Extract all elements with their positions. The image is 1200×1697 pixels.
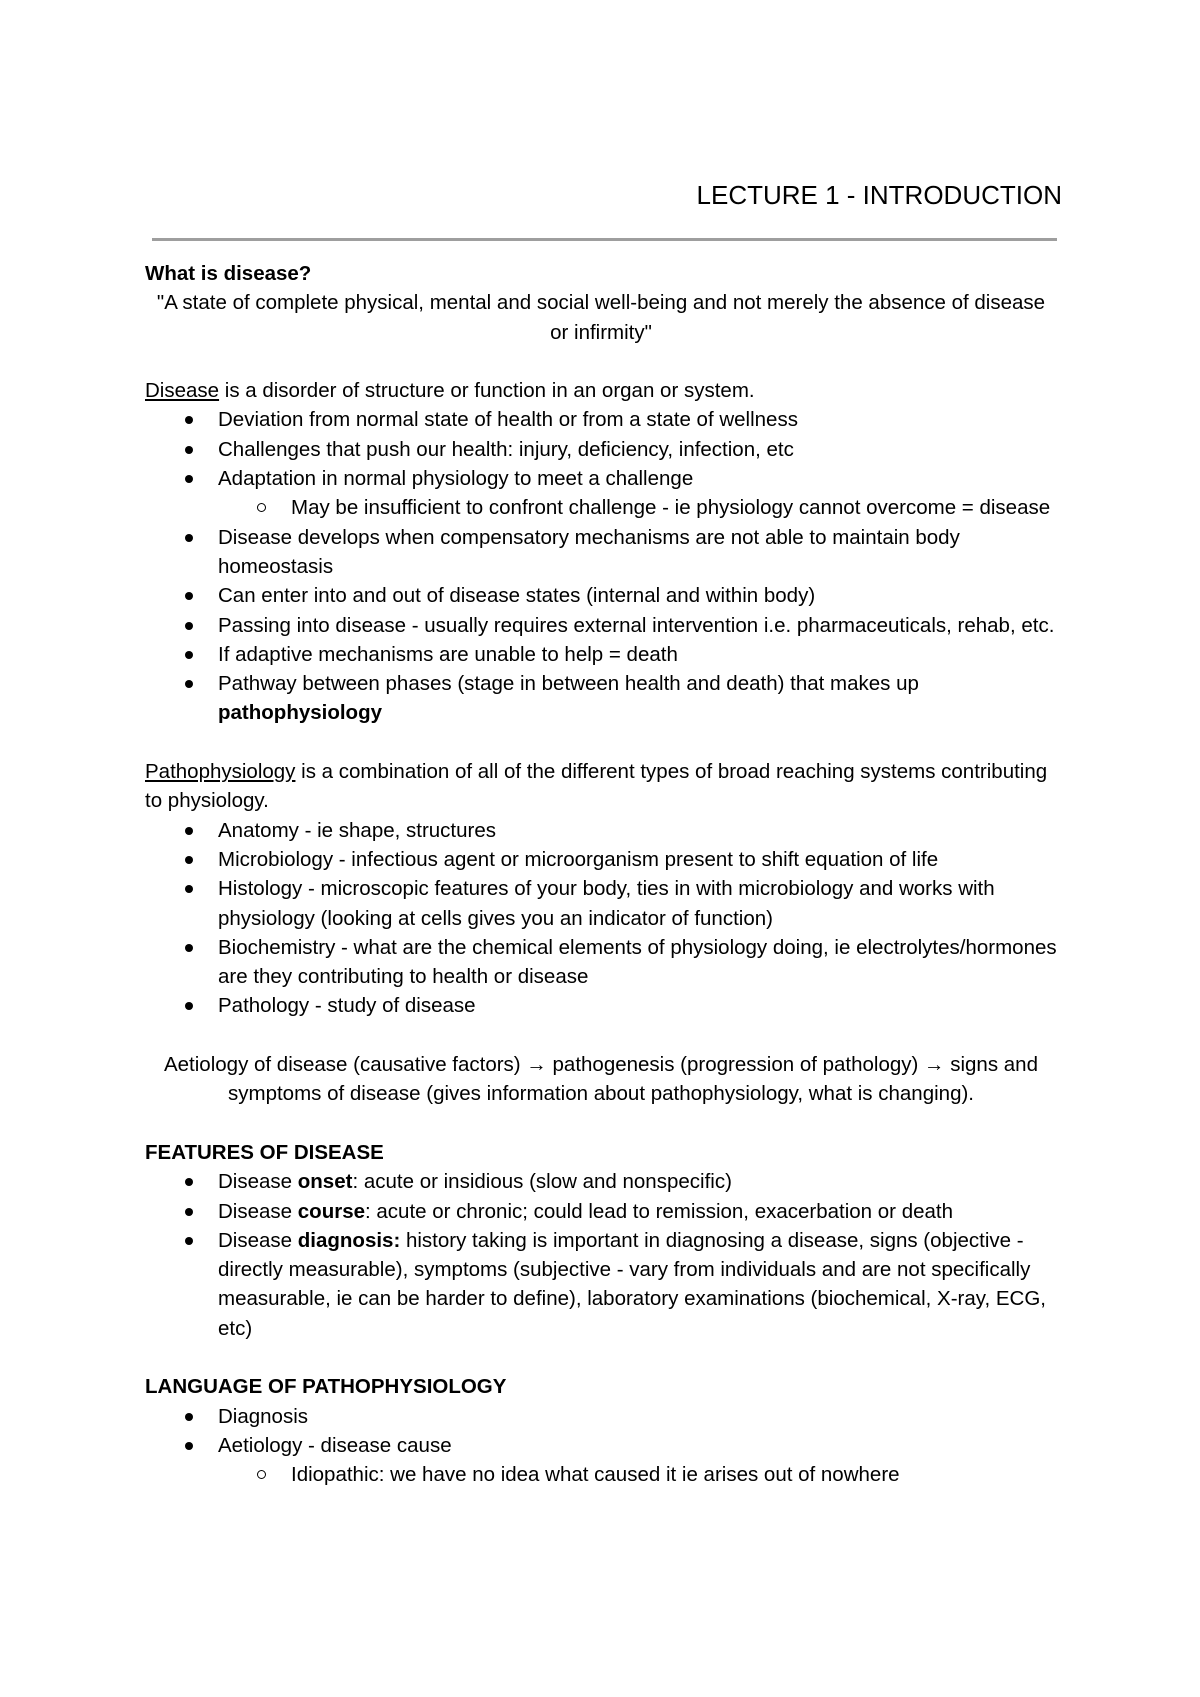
list-item: Diagnosis (145, 1402, 1057, 1431)
list-item (145, 1197, 1057, 1226)
list-item: If adaptive mechanisms are unable to help = death (145, 640, 1057, 669)
list-item (145, 1167, 1057, 1196)
who-definition-quote: "A state of complete physical, mental and social well-being and not merely the absence of disease or infirmity" (156, 291, 1046, 344)
sub-list-item: May be insufficient to confront challenge - ie physiology cannot overcome = disease (218, 493, 1057, 522)
diagnosis-bold: diagnosis: (297, 1228, 401, 1252)
features-heading: FEATURES OF DISEASE (145, 1140, 384, 1164)
list-item: Disease develops when compensatory mechanisms are not able to maintain body homeostasis (145, 523, 1057, 582)
what-is-disease-heading: What is disease? (145, 262, 312, 285)
list-item (145, 1226, 1057, 1343)
list-item-text: Aetiology - disease cause (218, 1433, 452, 1457)
document-body (145, 259, 1057, 1489)
title-divider (152, 238, 1057, 241)
list-item-text: Adaptation in normal physiology to meet a challenge (218, 467, 694, 491)
list-item-text: : acute or chronic; could lead to remission, exacerbation or death (365, 1199, 953, 1223)
list-item: Microbiology - infectious agent or microorganism present to shift equation of life (145, 845, 1057, 874)
pathophysiology-term: Pathophysiology (145, 760, 296, 784)
list-item: Challenges that push our health: injury, deficiency, infection, etc (145, 435, 1057, 464)
pathophysiology-definition-text: is a combination of all of the different types of broad reaching systems contributing to physiology. (145, 760, 1048, 813)
course-bold: course (297, 1199, 365, 1223)
list-item: Anatomy - ie shape, structures (145, 816, 1057, 845)
pathophysiology-definition (145, 757, 1057, 816)
list-item-text: history taking is important in diagnosing a disease, signs (objective - directly measurable), symptoms (subjective - vary from individuals and are not specifically measurable, ie can be harder to define), laboratory examinations (biochemical, X-ray, ECG, etc) (218, 1228, 1046, 1340)
list-item-text: Disease (218, 1170, 298, 1194)
aetiology-sentence: Aetiology of disease (causative factors) → pathogenesis (progression of pathology) → signs and symptoms of disease (gives information about pathophysiology, what is changing). (163, 1053, 1038, 1106)
sub-bullet-list (218, 493, 1057, 522)
list-item-text: Disease (218, 1199, 298, 1223)
list-item-text: Pathway between phases (stage in between health and death) that makes up (218, 672, 919, 696)
lecture-title: LECTURE 1 - INTRODUCTION (696, 180, 1062, 210)
sub-bullet-list (218, 1460, 1057, 1489)
list-item: Histology - microscopic features of your body, ties in with microbiology and works with physiology (looking at cells gives you an indicator of function) (145, 874, 1057, 933)
disease-term: Disease (145, 379, 220, 403)
pathophysiology-bullet-list (145, 816, 1057, 1021)
list-item (145, 669, 1057, 728)
list-item: Pathology - study of disease (145, 991, 1057, 1020)
onset-bold: onset (297, 1170, 353, 1194)
pathophysiology-bold: pathophysiology (218, 701, 382, 725)
list-item: Biochemistry - what are the chemical elements of physiology doing, ie electrolytes/hormones are they contributing to health or disease (145, 933, 1057, 992)
disease-definition (145, 376, 1057, 405)
sub-list-item: Idiopathic: we have no idea what caused it ie arises out of nowhere (218, 1460, 1057, 1489)
list-item (145, 1431, 1057, 1490)
list-item (145, 464, 1057, 523)
list-item-text: Disease (218, 1228, 298, 1252)
disease-bullet-list (145, 405, 1057, 727)
language-heading: LANGUAGE OF PATHOPHYSIOLOGY (145, 1375, 507, 1399)
disease-definition-text: is a disorder of structure or function in an organ or system. (219, 379, 755, 403)
language-list (145, 1402, 1057, 1490)
list-item-text: : acute or insidious (slow and nonspecific) (352, 1170, 732, 1194)
features-list (145, 1167, 1057, 1343)
list-item: Can enter into and out of disease states (internal and within body) (145, 581, 1057, 610)
list-item: Passing into disease - usually requires external intervention i.e. pharmaceuticals, rehab, etc. (145, 611, 1057, 640)
list-item: Deviation from normal state of health or from a state of wellness (145, 405, 1057, 434)
